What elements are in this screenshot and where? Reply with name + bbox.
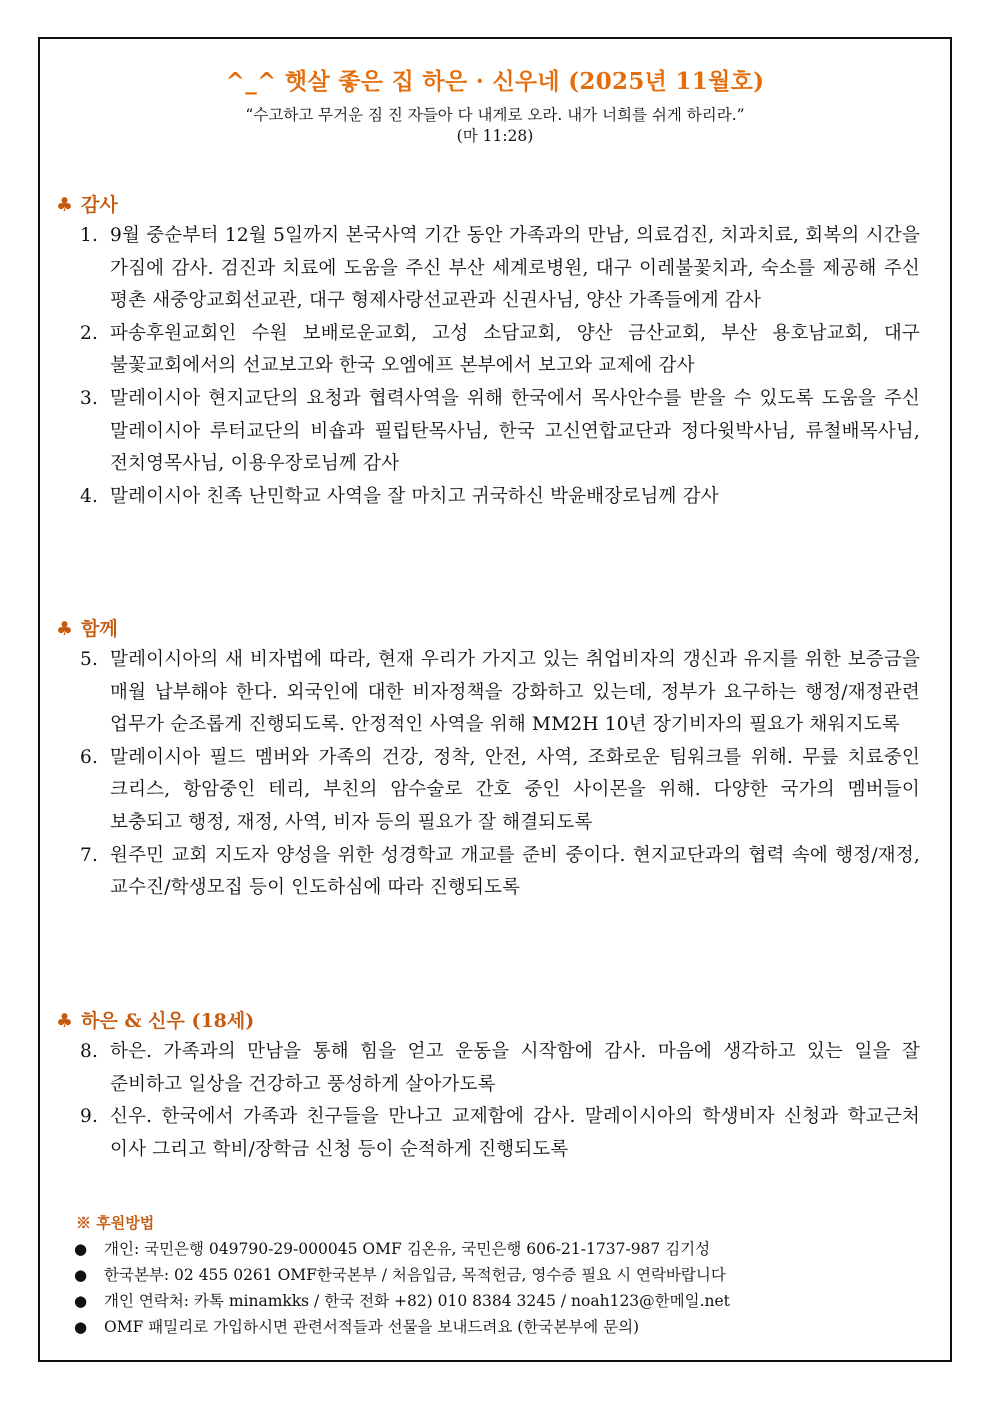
item-number: 2. (80, 322, 99, 344)
list-item (80, 644, 920, 742)
support-item (74, 1288, 944, 1314)
together-list (80, 644, 920, 905)
bible-quote (40, 105, 950, 147)
list-item (80, 840, 920, 905)
children-list (80, 1036, 920, 1166)
support-list (74, 1236, 944, 1340)
section-heading-thanks (56, 190, 118, 217)
item-text: 말레이시아 필드 멤버와 가족의 건강, 정착, 안전, 사역, 조화로운 팀워크를 위해. 무릎 치료중인 크리스, 항암중인 테리, 부친의 암수술로 간호 중인 사이몬을 위해. 다양한 국가의 멤버들이 보충되고 행정, 재정, 사역, 비자 등의 필요가 잘 해결되도록 (110, 746, 920, 833)
support-item (74, 1262, 944, 1288)
club-icon: ♣ (56, 194, 74, 216)
item-text: 9월 중순부터 12월 5일까지 본국사역 기간 동안 가족과의 만남, 의료검진, 치과치료, 회복의 시간을 가짐에 감사. 검진과 치료에 도움을 주신 부산 세계로병원, 대구 이레불꽃치과, 숙소를 제공해 주신 평촌 새중앙교회선교관, 대구 형제사랑선교관과 신권사님, 양산 가족들에게 감사 (110, 225, 920, 312)
item-text: 말레이시아의 새 비자법에 따라, 현재 우리가 가지고 있는 취업비자의 갱신과 유지를 위한 보증금을 매월 납부해야 한다. 외국인에 대한 비자정책을 강화하고 있는데, 정부가 요구하는 행정/재정관련 업무가 순조롭게 진행되도록. 안정적인 사역을 위해 MM2H 10년 장기비자의 필요가 채워지도록 (110, 649, 920, 736)
support-text: 개인 연락처: 카톡 minamkks / 한국 전화 +82) 010 8384 3245 / noah123@한메일.net (104, 1292, 730, 1310)
list-item (80, 1036, 920, 1101)
section-heading-label: 감사 (81, 194, 118, 216)
quote-text: “수고하고 무거운 짐 진 자들아 다 내게로 오라. 내가 너희를 쉬게 하리라.” (245, 106, 745, 124)
bullet-icon: ● (74, 1292, 88, 1310)
newsletter-title: ^_^ 햇살 좋은 집 하은 · 신우네 (2025년 11월호) (225, 68, 765, 95)
support-item (74, 1236, 944, 1262)
bullet-icon: ● (74, 1266, 88, 1284)
item-text: 원주민 교회 지도자 양성을 위한 성경학교 개교를 준비 중이다. 현지교단과의 협력 속에 행정/재정, 교수진/학생모집 등이 인도하심에 따라 진행되도록 (110, 844, 920, 899)
item-text: 하은. 가족과의 만남을 통해 힘을 얻고 운동을 시작함에 감사. 마음에 생각하고 있는 일을 잘 준비하고 일상을 건강하고 풍성하게 살아가도록 (110, 1041, 920, 1095)
item-number: 6. (80, 746, 99, 768)
bullet-icon: ● (74, 1318, 88, 1336)
item-number: 8. (80, 1041, 99, 1062)
section-heading-label: 하은 & 신우 (18세) (81, 1010, 255, 1032)
item-number: 1. (80, 225, 99, 246)
thanks-list (80, 220, 920, 513)
quote-reference: (마 11:28) (456, 127, 534, 145)
list-item (80, 220, 920, 318)
section-heading-label: 함께 (81, 618, 118, 640)
bullet-icon: ● (74, 1240, 88, 1258)
item-text: 신우. 한국에서 가족과 친구들을 만나고 교제함에 감사. 말레이시아의 학생비자 신청과 학교근처 이사 그리고 학비/장학금 신청 등이 순적하게 진행되도록 (110, 1106, 920, 1160)
support-text: OMF 패밀리로 가입하시면 관련서적들과 선물을 보내드려요 (한국본부에 문의) (104, 1318, 640, 1336)
item-number: 7. (80, 844, 99, 866)
list-item (80, 1101, 920, 1166)
item-number: 3. (80, 387, 99, 409)
item-text: 말레이시아 친족 난민학교 사역을 잘 마치고 귀국하신 박윤배장로님께 감사 (110, 485, 719, 507)
item-number: 5. (80, 649, 99, 670)
section-heading-children (56, 1006, 254, 1033)
item-number: 9. (80, 1106, 99, 1128)
list-item (80, 318, 920, 383)
item-number: 4. (80, 485, 99, 507)
support-item (74, 1314, 944, 1340)
support-text: 개인: 국민은행 049790-29-000045 OMF 김온유, 국민은행 606-21-1737-987 김기성 (104, 1240, 711, 1258)
item-text: 파송후원교회인 수원 보배로운교회, 고성 소담교회, 양산 금산교회, 부산 용호남교회, 대구 불꽃교회에서의 선교보고와 한국 오엠에프 본부에서 보고와 교제에 감사 (110, 322, 920, 377)
club-icon: ♣ (56, 1010, 74, 1032)
list-item (80, 481, 920, 514)
newsletter-frame (38, 37, 952, 1362)
support-text: 한국본부: 02 455 0261 OMF한국본부 / 처음입금, 목적헌금, 영수증 필요 시 연락바랍니다 (104, 1266, 726, 1284)
section-heading-together (56, 614, 118, 641)
list-item (80, 742, 920, 840)
list-item (80, 383, 920, 481)
item-text: 말레이시아 현지교단의 요청과 협력사역을 위해 한국에서 목사안수를 받을 수 있도록 도움을 주신 말레이시아 루터교단의 비숍과 필립탄목사님, 한국 고신연합교단과 정다윗박사님, 류철배목사님, 전치영목사님, 이용우장로님께 감사 (110, 387, 920, 475)
club-icon: ♣ (56, 618, 74, 640)
support-heading: ※ 후원방법 (76, 1214, 155, 1232)
